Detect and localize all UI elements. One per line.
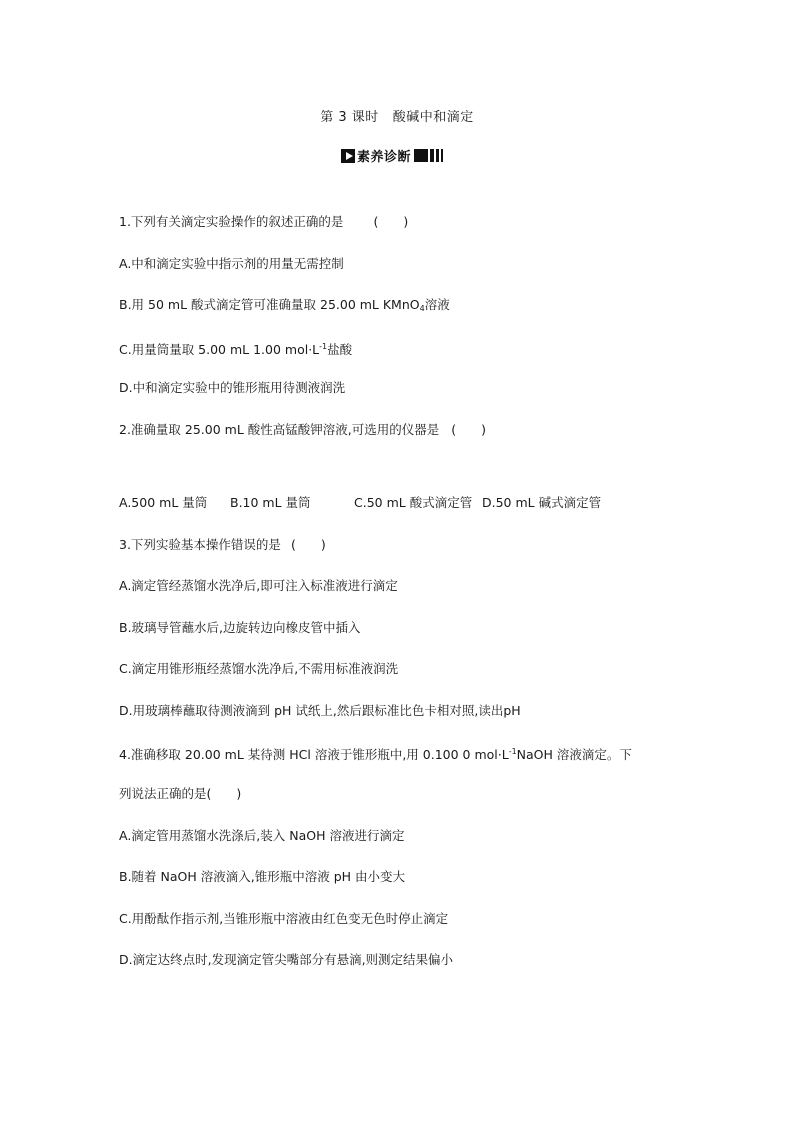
question-2-options	[119, 495, 601, 511]
question-1-option-c: C.用量筒量取 5.00 mL 1.00 $mol\cdot L^{-1}$盐酸	[119, 342, 353, 357]
section-banner	[341, 147, 445, 164]
question-4-option-d: D.滴定达终点时,发现滴定管尖嘴部分有悬滴,则测定结果偏小	[119, 952, 454, 967]
question-1-option-d: D.中和滴定实验中的锥形瓶用待测液润洗	[119, 380, 346, 395]
question-2-option-d: D.50 mL 碱式滴定管	[482, 495, 602, 510]
question-1-option-b: B.用 50 mL 酸式滴定管可准确量取 25.00 mL KMnO$_4$溶液	[119, 297, 450, 313]
question-1-stem: 1.下列有关滴定实验操作的叙述正确的是 ( )	[119, 214, 409, 229]
question-4-option-a: A.滴定管用蒸馏水洗涤后,装入 NaOH 溶液进行滴定	[119, 828, 405, 843]
section-banner-text: 素养诊断	[357, 150, 412, 165]
lesson-title: 酸碱中和滴定	[392, 110, 474, 125]
question-2-option-a: A.500 mL 量筒	[119, 495, 208, 510]
question-3-option-a: A.滴定管经蒸馏水洗净后,即可注入标准液进行滴定	[119, 578, 398, 593]
question-2-option-c: C.50 mL 酸式滴定管	[354, 495, 473, 510]
lesson-label: 第 3 课时	[320, 110, 379, 125]
question-3-stem: 3.下列实验基本操作错误的是 ( )	[119, 537, 326, 552]
question-2-option-b: B.10 mL 量筒	[230, 495, 311, 510]
play-icon	[341, 149, 355, 163]
question-4-option-b: B.随着 NaOH 溶液滴入,锥形瓶中溶液 pH 由小变大	[119, 869, 405, 884]
decorative-bars-icon	[414, 149, 445, 162]
page-title	[0, 106, 794, 125]
question-1-option-a: A.中和滴定实验中指示剂的用量无需控制	[119, 256, 344, 271]
question-4-option-c: C.用酚酞作指示剂,当锥形瓶中溶液由红色变无色时停止滴定	[119, 911, 449, 926]
question-4-stem-line-2: 列说法正确的是( )	[119, 786, 242, 801]
question-3-option-d: D.用玻璃棒蘸取待测液滴到 pH 试纸上,然后跟标准比色卡相对照,读出pH	[119, 703, 521, 718]
question-3-option-c: C.滴定用锥形瓶经蒸馏水洗净后,不需用标准液润洗	[119, 661, 399, 676]
question-4-stem-line-1: 4.准确移取 20.00 mL 某待测 HCl 溶液于锥形瓶中,用 0.100 0 $mol\cdot L^{-1}NaOH$ 溶液滴定。下	[119, 747, 632, 762]
question-3-option-b: B.玻璃导管蘸水后,边旋转边向橡皮管中插入	[119, 620, 361, 635]
question-2-stem: 2.准确量取 25.00 mL 酸性高锰酸钾溶液,可选用的仪器是 ( )	[119, 422, 487, 437]
